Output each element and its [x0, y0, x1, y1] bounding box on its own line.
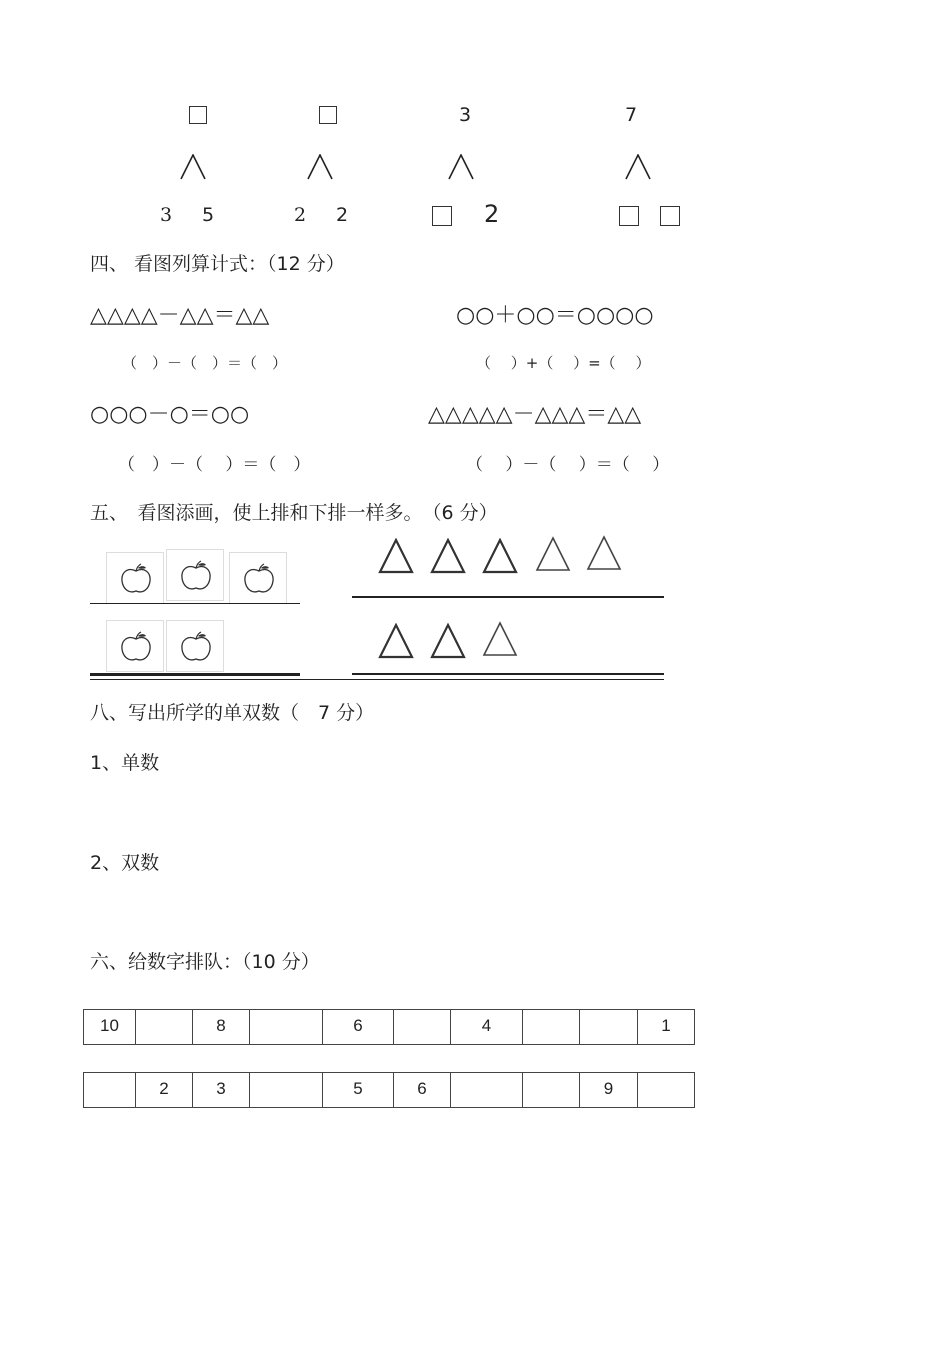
equation-4-blanks[interactable]: （ ）－（ ）＝（ ） — [466, 455, 670, 475]
answer-box[interactable] — [432, 206, 452, 226]
bond-top-value: 7 — [625, 104, 638, 126]
apple-icon — [179, 631, 213, 663]
sequence-cell[interactable]: 9 — [580, 1073, 638, 1108]
sequence-cell[interactable] — [451, 1073, 523, 1108]
section-8-title: 八、写出所学的单双数（ 7 分） — [90, 702, 375, 724]
triangle-icon — [378, 623, 414, 659]
triangle-icon — [378, 538, 414, 574]
sequence-cell[interactable]: 1 — [638, 1010, 695, 1045]
number-sequence-row-2 — [83, 1072, 695, 1108]
section-6-title: 六、给数字排队：（10 分） — [90, 951, 320, 973]
apple-top-baseline — [90, 603, 300, 604]
equation-2: ○○＋○○＝○○○○ — [456, 303, 654, 328]
sequence-cell[interactable] — [638, 1073, 695, 1108]
apple-card — [106, 620, 164, 672]
sequence-cell[interactable] — [250, 1010, 323, 1045]
answer-box[interactable] — [619, 206, 639, 226]
sequence-cell[interactable] — [250, 1073, 323, 1108]
section-5-title: 五、 看图添画，使上排和下排一样多。 （6 分） — [90, 502, 498, 524]
equation-3: ○○○－○＝○○ — [90, 402, 250, 427]
equation-4: △△△△△－△△△＝△△ — [428, 402, 642, 427]
sequence-cell[interactable] — [394, 1010, 451, 1045]
sequence-cell[interactable]: 2 — [136, 1073, 193, 1108]
apple-icon — [179, 560, 213, 592]
section-divider — [90, 679, 664, 680]
equation-3-blanks[interactable]: （ ）－（ ）＝（ ） — [118, 455, 311, 475]
apple-icon — [119, 631, 153, 663]
bond-right-value: 5 — [202, 204, 215, 226]
bond-top-value: 3 — [459, 104, 472, 126]
apple-icon — [119, 563, 153, 595]
triangle-icon — [430, 538, 466, 574]
equation-1-blanks[interactable]: （ ）－（ ）＝（ ） — [122, 354, 288, 372]
answer-box[interactable] — [319, 106, 337, 124]
sequence-cell[interactable] — [523, 1010, 580, 1045]
sequence-cell[interactable]: 4 — [451, 1010, 523, 1045]
apple-card — [166, 549, 224, 601]
sequence-cell[interactable]: 6 — [394, 1073, 451, 1108]
triangle-icon — [430, 623, 466, 659]
triangle-top-baseline — [352, 596, 664, 598]
bond-right-value: 2 — [336, 204, 349, 226]
sequence-cell[interactable]: 10 — [84, 1010, 136, 1045]
triangle-icon — [482, 621, 518, 657]
wedge-icon — [307, 154, 333, 180]
answer-box[interactable] — [189, 106, 207, 124]
bond-left-value: 3 — [160, 204, 173, 226]
sequence-cell[interactable]: 3 — [193, 1073, 250, 1108]
sequence-cell[interactable] — [580, 1010, 638, 1045]
wedge-icon — [180, 154, 206, 180]
number-sequence-row-1 — [83, 1009, 695, 1045]
even-numbers-label: 2、双数 — [90, 852, 160, 874]
section-4-title: 四、 看图列算计式：（12 分） — [90, 253, 345, 275]
wedge-icon — [625, 154, 651, 180]
apple-card — [106, 552, 164, 604]
bond-right-value: 2 — [484, 200, 500, 228]
triangle-bottom-baseline — [352, 673, 664, 675]
apple-icon — [242, 563, 276, 595]
apple-card — [229, 552, 287, 604]
apple-bottom-baseline — [90, 673, 300, 676]
apple-card — [166, 620, 224, 672]
sequence-cell[interactable] — [136, 1010, 193, 1045]
answer-box[interactable] — [660, 206, 680, 226]
equation-2-blanks[interactable]: （ ）+（ ）=（ ） — [476, 354, 651, 372]
sequence-cell[interactable]: 6 — [323, 1010, 394, 1045]
triangle-icon — [586, 535, 622, 571]
odd-numbers-label: 1、单数 — [90, 752, 160, 774]
sequence-cell[interactable] — [84, 1073, 136, 1108]
triangle-icon — [482, 538, 518, 574]
sequence-cell[interactable]: 5 — [323, 1073, 394, 1108]
triangle-icon — [535, 536, 571, 572]
equation-1: △△△△－△△＝△△ — [90, 303, 270, 328]
sequence-cell[interactable]: 8 — [193, 1010, 250, 1045]
bond-left-value: 2 — [294, 204, 307, 226]
wedge-icon — [448, 154, 474, 180]
sequence-cell[interactable] — [523, 1073, 580, 1108]
